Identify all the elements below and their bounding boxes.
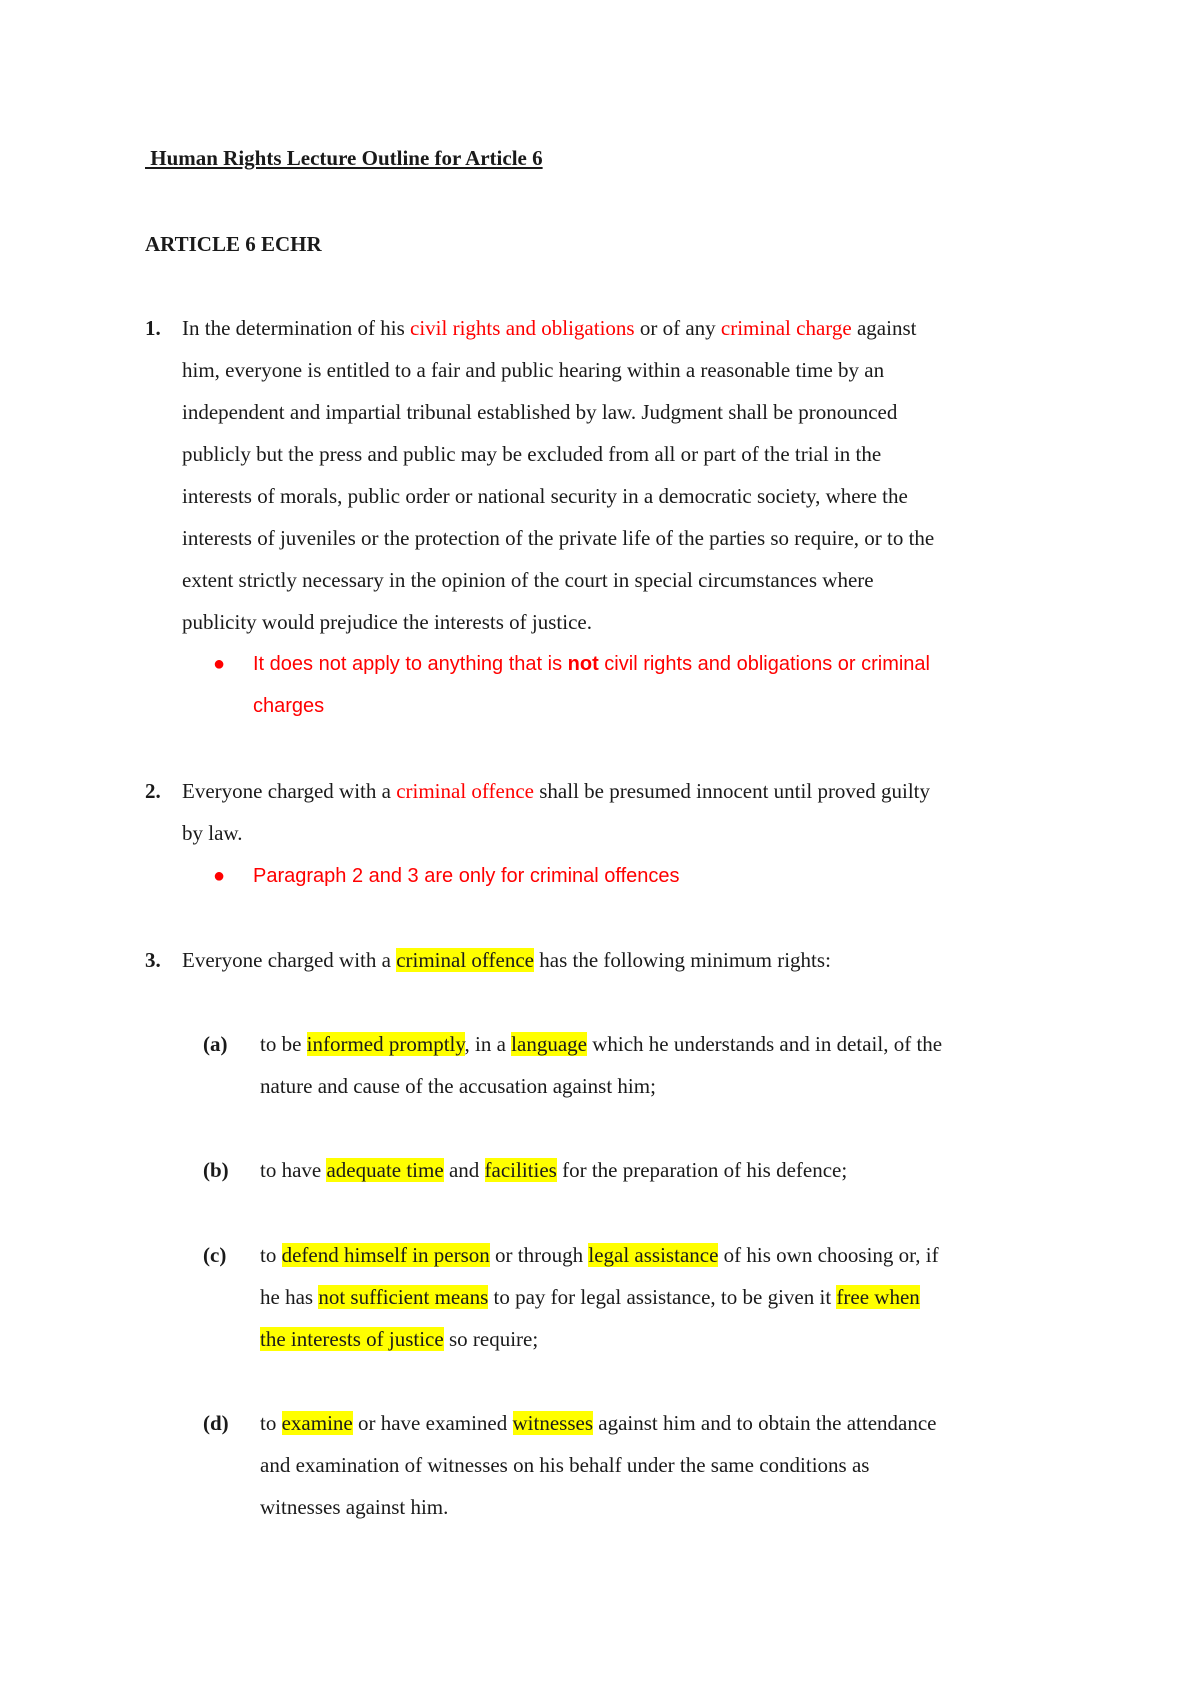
para2-body: Everyone charged with a criminal offence shall be presumed innocent until proved guilty by law. xyxy=(182,779,931,845)
highlight: examine xyxy=(281,1411,353,1435)
highlight: legal assistance xyxy=(588,1243,719,1267)
article-heading: ARTICLE 6 ECHR xyxy=(145,232,322,256)
highlight: free when xyxy=(836,1285,920,1309)
item-a-label: (a) xyxy=(203,1032,228,1056)
item-b-label: (b) xyxy=(203,1158,229,1182)
para1-criminal-charge: criminal charge xyxy=(720,316,852,340)
item-c-label: (c) xyxy=(203,1243,227,1267)
para1-line6: interests of juveniles or the protection of the private life of the parties so require, or to the xyxy=(182,526,935,550)
para1-body xyxy=(182,307,1082,643)
highlight: informed promptly xyxy=(306,1032,465,1056)
item-a-body: to be informed promptly, in a language which he understands and in detail, of the nature and cause of the accusation against him; xyxy=(260,1032,943,1098)
para1-line7: extent strictly necessary in the opinion of the court in special circumstances where xyxy=(182,568,874,592)
para1-line1: In the determination of his civil rights and obligations or of any criminal charge against xyxy=(182,316,917,340)
highlight: defend himself in person xyxy=(281,1243,490,1267)
para1-line4: publicly but the press and public may be excluded from all or part of the trial in the xyxy=(182,442,882,466)
highlight: criminal offence xyxy=(396,948,534,972)
para2-number: 2. xyxy=(145,779,161,803)
item-d-label: (d) xyxy=(203,1411,229,1435)
para1-civil-rights: civil rights and obligations xyxy=(410,316,635,340)
item-b-body: to have adequate time and facilities for the preparation of his defence; xyxy=(260,1158,848,1182)
item-c-body: to defend himself in person or through legal assistance of his own choosing or, if he has not sufficient means to pay for legal assistance, to be given it free when the interests of justice so require; xyxy=(260,1243,939,1351)
para1-line5: interests of morals, public order or national security in a democratic society, where the xyxy=(182,484,908,508)
bullet-icon: ● xyxy=(213,653,226,675)
para3-body: Everyone charged with a criminal offence has the following minimum rights: xyxy=(182,948,831,972)
para1-line3: independent and impartial tribunal established by law. Judgment shall be pronounced xyxy=(182,400,898,424)
highlight: not sufficient means xyxy=(318,1285,489,1309)
highlight: adequate time xyxy=(326,1158,444,1182)
document-title: Human Rights Lecture Outline for Article 6 xyxy=(145,146,543,170)
highlight: the interests of justice xyxy=(260,1327,444,1351)
bullet-icon: ● xyxy=(213,865,226,887)
para1-line2: him, everyone is entitled to a fair and public hearing within a reasonable time by an xyxy=(182,358,885,382)
highlight: language xyxy=(511,1032,587,1056)
para1-line8: publicity would prejudice the interests of justice. xyxy=(182,610,592,634)
item-d-body: to examine or have examined witnesses against him and to obtain the attendance and examination of witnesses on his behalf under the same conditions as witnesses against him. xyxy=(260,1411,937,1519)
highlight: witnesses xyxy=(512,1411,594,1435)
para2-criminal-offence: criminal offence xyxy=(396,779,534,803)
document-page: Human Rights Lecture Outline for Article 6 ARTICLE 6 ECHR 1. In the determination of his civil rights and obligations or of any criminal charge against him, everyone is entitled to a fair and public hearing within a reasonable time by an independent and impartial tribunal established by law. Judgment shall be pronounced publicly but the press and public may be excluded from all or part of the trial in the interests of morals, public order or national security in a democratic society, where the interests of juveniles or the protection of the private life of the parties so require, or to the extent strictly necessary in the opinion of the court in special circumstances where publicity would prejudice the interests of justice. ● It does not apply to anything that is not civil rights and obligations or criminal charges 2. Everyone charged with a criminal offence shall be presumed innocent until proved guilty by law. ● Paragraph 2 and 3 are only for criminal offences 3. Everyone charged with a criminal offence has the following minimum rights: (a) to be informed promptly, in a language which he understands and in detail, of the nature and cause of the accusation against him; (b) to have adequate time and facilities for the preparation of his defence; (c) to defend himself in person or through legal assistance of his own choosing or, if he has not sufficient means to pay for legal assistance, to be given it free when the interests of justice so require; (d) to examine or have examined witnesses against him and to obtain the attendance and examination of witnesses on his behalf under the same conditions as witnesses against him. xyxy=(0,0,1200,1696)
highlight: facilities xyxy=(484,1158,557,1182)
para3-number: 3. xyxy=(145,948,161,972)
para1-number: 1. xyxy=(145,316,161,340)
